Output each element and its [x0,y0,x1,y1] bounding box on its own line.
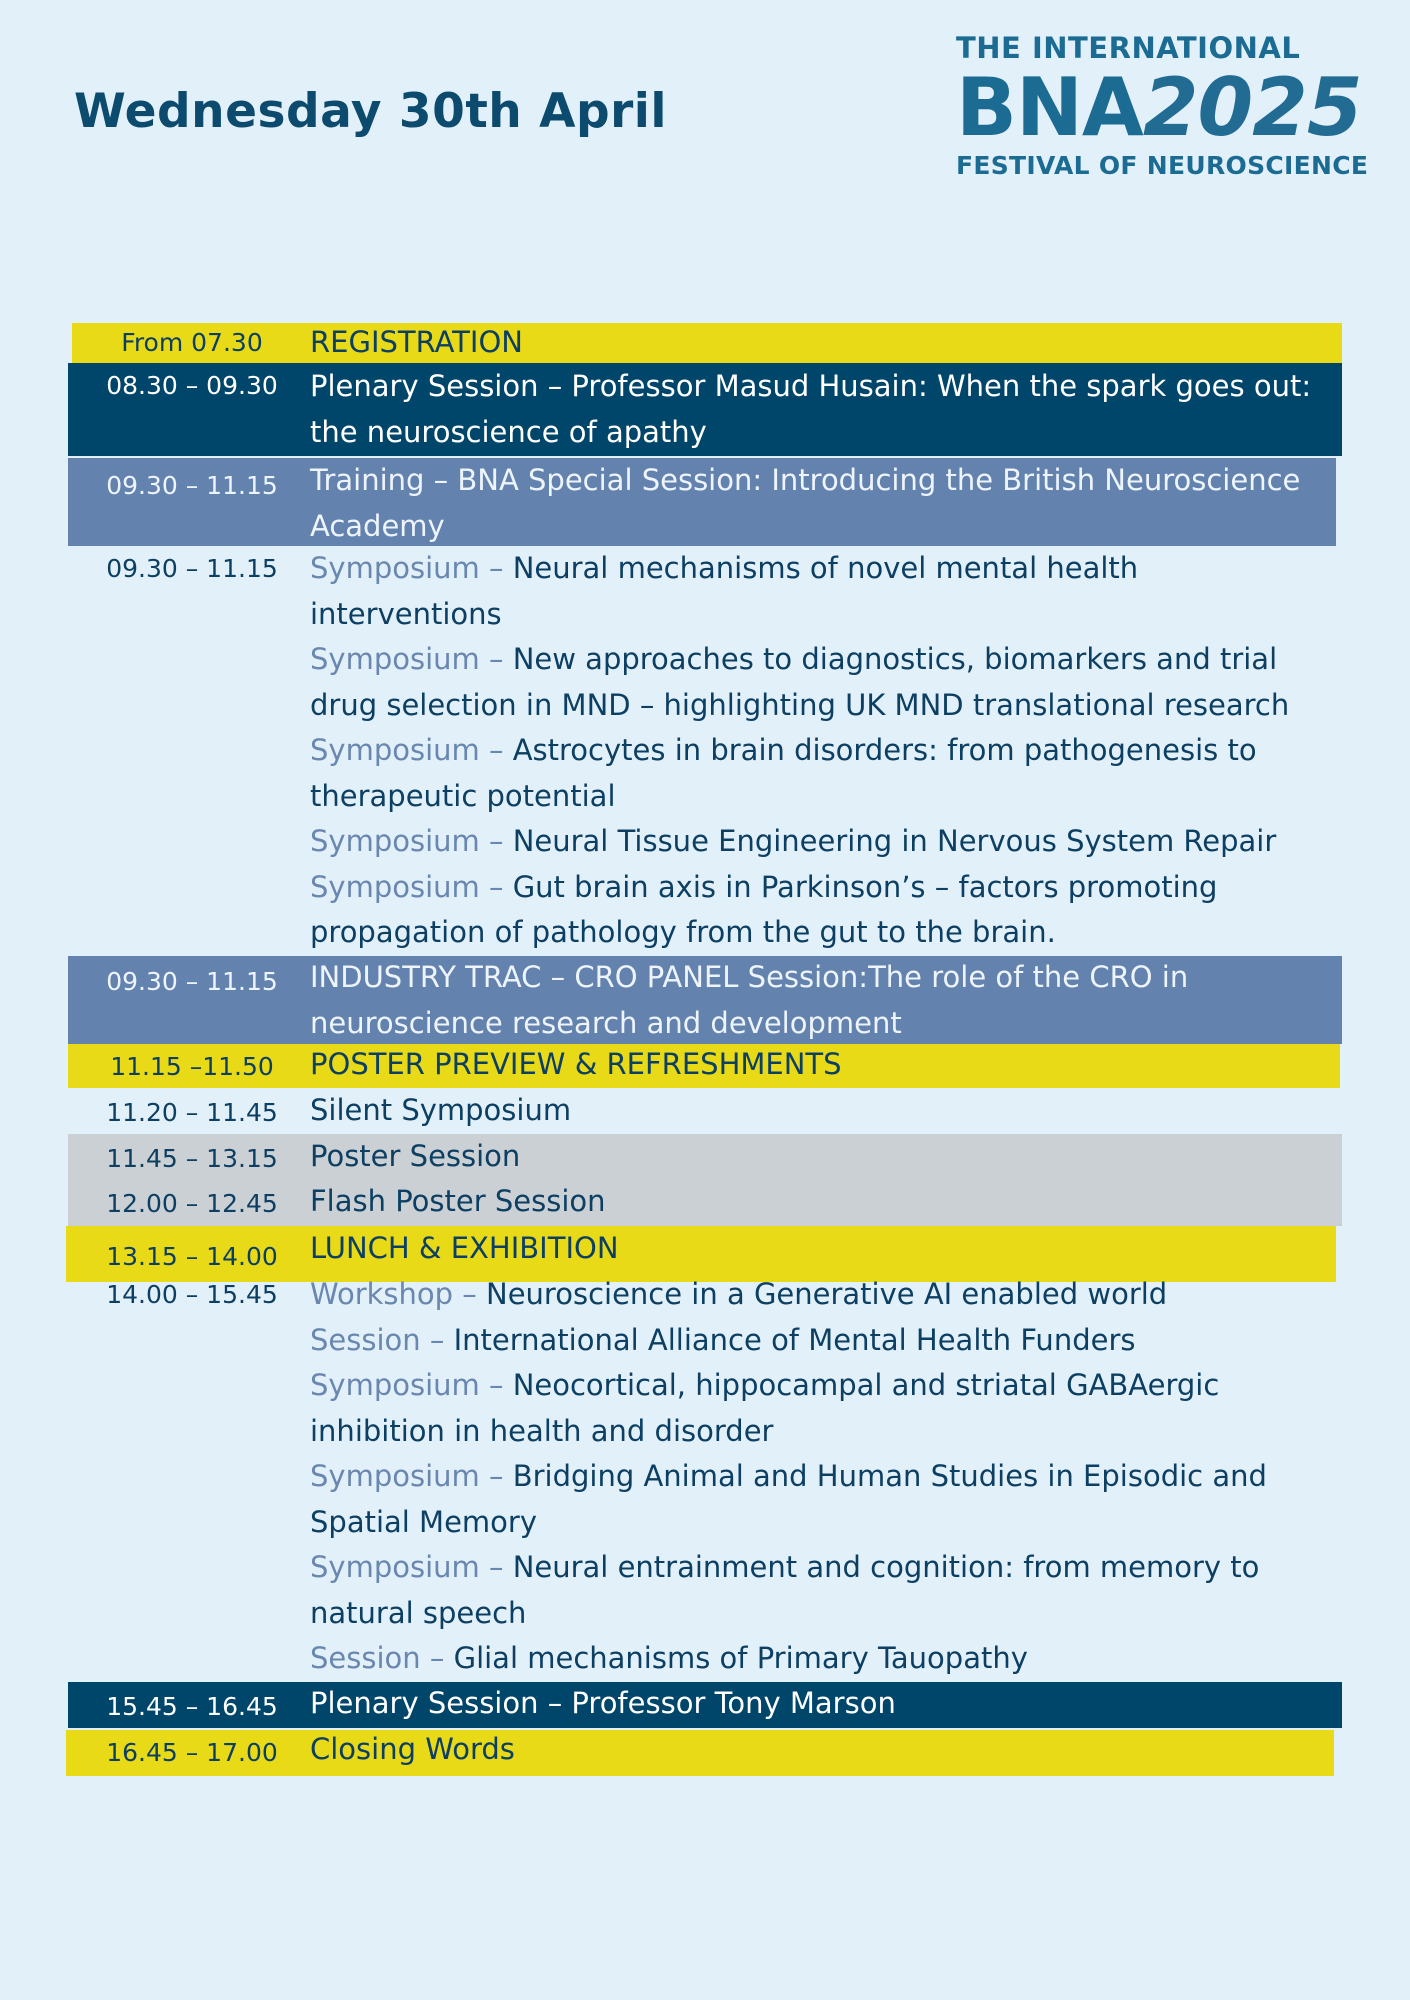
session-title: Neural Tissue Engineering in Nervous System Repair [512,824,1277,858]
session-title: New approaches to diagnostics, biomarkers and trial drug selection in MND – highlighting UK MND translational research [310,642,1290,722]
session-category: Symposium – [310,642,504,676]
session-category: Symposium – [310,1550,504,1584]
time-slot: 09.30 – 11.15 [106,967,278,996]
session-title: Astrocytes in brain disorders: from pathogenesis to therapeutic potential [310,733,1257,813]
session-item [310,1636,1330,1682]
time-slot: 12.00 – 12.45 [106,1189,278,1218]
schedule-row-group [68,1134,1342,1226]
session-category: Symposium – [310,1368,504,1402]
session-item [310,1363,1330,1454]
session-list [310,546,1330,956]
session-category: Session – [310,1641,445,1675]
session-title: Poster Session [310,1139,521,1173]
logo-bna: BNA [956,61,1143,154]
session-item [310,865,1330,956]
schedule-row [68,1682,1342,1728]
schedule-row [68,458,1336,546]
session-item [310,1318,1330,1364]
schedule-row [68,1090,1342,1134]
session-category: Symposium – [310,869,504,904]
session-item [310,1545,1330,1636]
session-title: International Alliance of Mental Health Funders [453,1322,1136,1357]
schedule-row [68,956,1342,1044]
session-category: Symposium – [310,733,504,767]
session-title: Neuroscience in a Generative AI enabled world [486,1277,1168,1311]
time-slot: From 07.30 [121,328,263,357]
schedule-row [68,1272,1342,1682]
session-title: Training – BNA Special Session: Introducing the British Neuroscience Academy [310,463,1301,543]
session-list [310,1272,1330,1682]
day-title: Wednesday 30th April [74,84,668,139]
time-slot: 11.45 – 13.15 [106,1144,278,1173]
time-slot: 09.30 – 11.15 [106,471,278,500]
time-slot: 11.20 – 11.45 [106,1098,278,1127]
bna-2025-logo [956,28,1370,182]
session-title: Neural mechanisms of novel mental health interventions [310,551,1139,631]
time-slot: 13.15 – 14.00 [106,1242,278,1271]
session-title: REGISTRATION [310,325,523,359]
session-category: Symposium – [310,824,504,858]
schedule-row [72,323,1342,363]
logo-top-text: THE INTERNATIONAL [956,31,1301,65]
session-title: Neocortical, hippocampal and striatal GABAergic inhibition in health and disorder [310,1368,1220,1448]
session-title: Flash Poster Session [310,1184,606,1218]
time-slot: 11.15 –11.50 [110,1052,274,1081]
session-item [310,1454,1330,1545]
schedule-row [68,546,1342,956]
time-slot: 14.00 – 15.45 [106,1280,278,1309]
session-category: Symposium – [310,1459,504,1493]
session-title: Bridging Animal and Human Studies in Episodic and Spatial Memory [310,1459,1267,1539]
session-title: Neural entrainment and cognition: from memory to natural speech [310,1550,1260,1630]
session-title: Glial mechanisms of Primary Tauopathy [453,1641,1028,1675]
time-slot: 15.45 – 16.45 [106,1692,278,1721]
session-item [310,819,1330,865]
session-title: Plenary Session – Professor Tony Marson [310,1686,896,1720]
time-slot: 16.45 – 17.00 [106,1738,278,1767]
session-item [310,637,1330,728]
schedule-row [66,1730,1334,1776]
time-slot: 08.30 – 09.30 [106,371,278,400]
session-category: Workshop – [310,1277,477,1311]
logo-year: 2025 [1142,61,1362,154]
session-title: Plenary Session – Professor Masud Husain: When the spark goes out: the neuroscience of apathy [310,369,1312,449]
session-title: Closing Words [310,1732,515,1766]
schedule-row [68,1044,1340,1088]
schedule-row [68,363,1342,456]
time-slot: 09.30 – 11.15 [106,554,278,583]
session-item [310,728,1330,819]
session-title: LUNCH & EXHIBITION [310,1231,619,1265]
session-category: Symposium – [310,551,504,585]
session-item [310,1272,1330,1318]
session-item [310,546,1330,637]
session-title: POSTER PREVIEW & REFRESHMENTS [310,1047,842,1081]
session-title: INDUSTRY TRAC – CRO PANEL Session:The role of the CRO in neuroscience research and development [310,960,1189,1040]
logo-main-text [956,61,1370,154]
session-title: Silent Symposium [310,1093,572,1127]
session-category: Session – [310,1322,445,1357]
session-title: Gut brain axis in Parkinson’s – factors promoting propagation of pathology from the gut to the brain. [310,869,1218,949]
logo-bottom-text: FESTIVAL OF NEUROSCIENCE [956,151,1369,180]
